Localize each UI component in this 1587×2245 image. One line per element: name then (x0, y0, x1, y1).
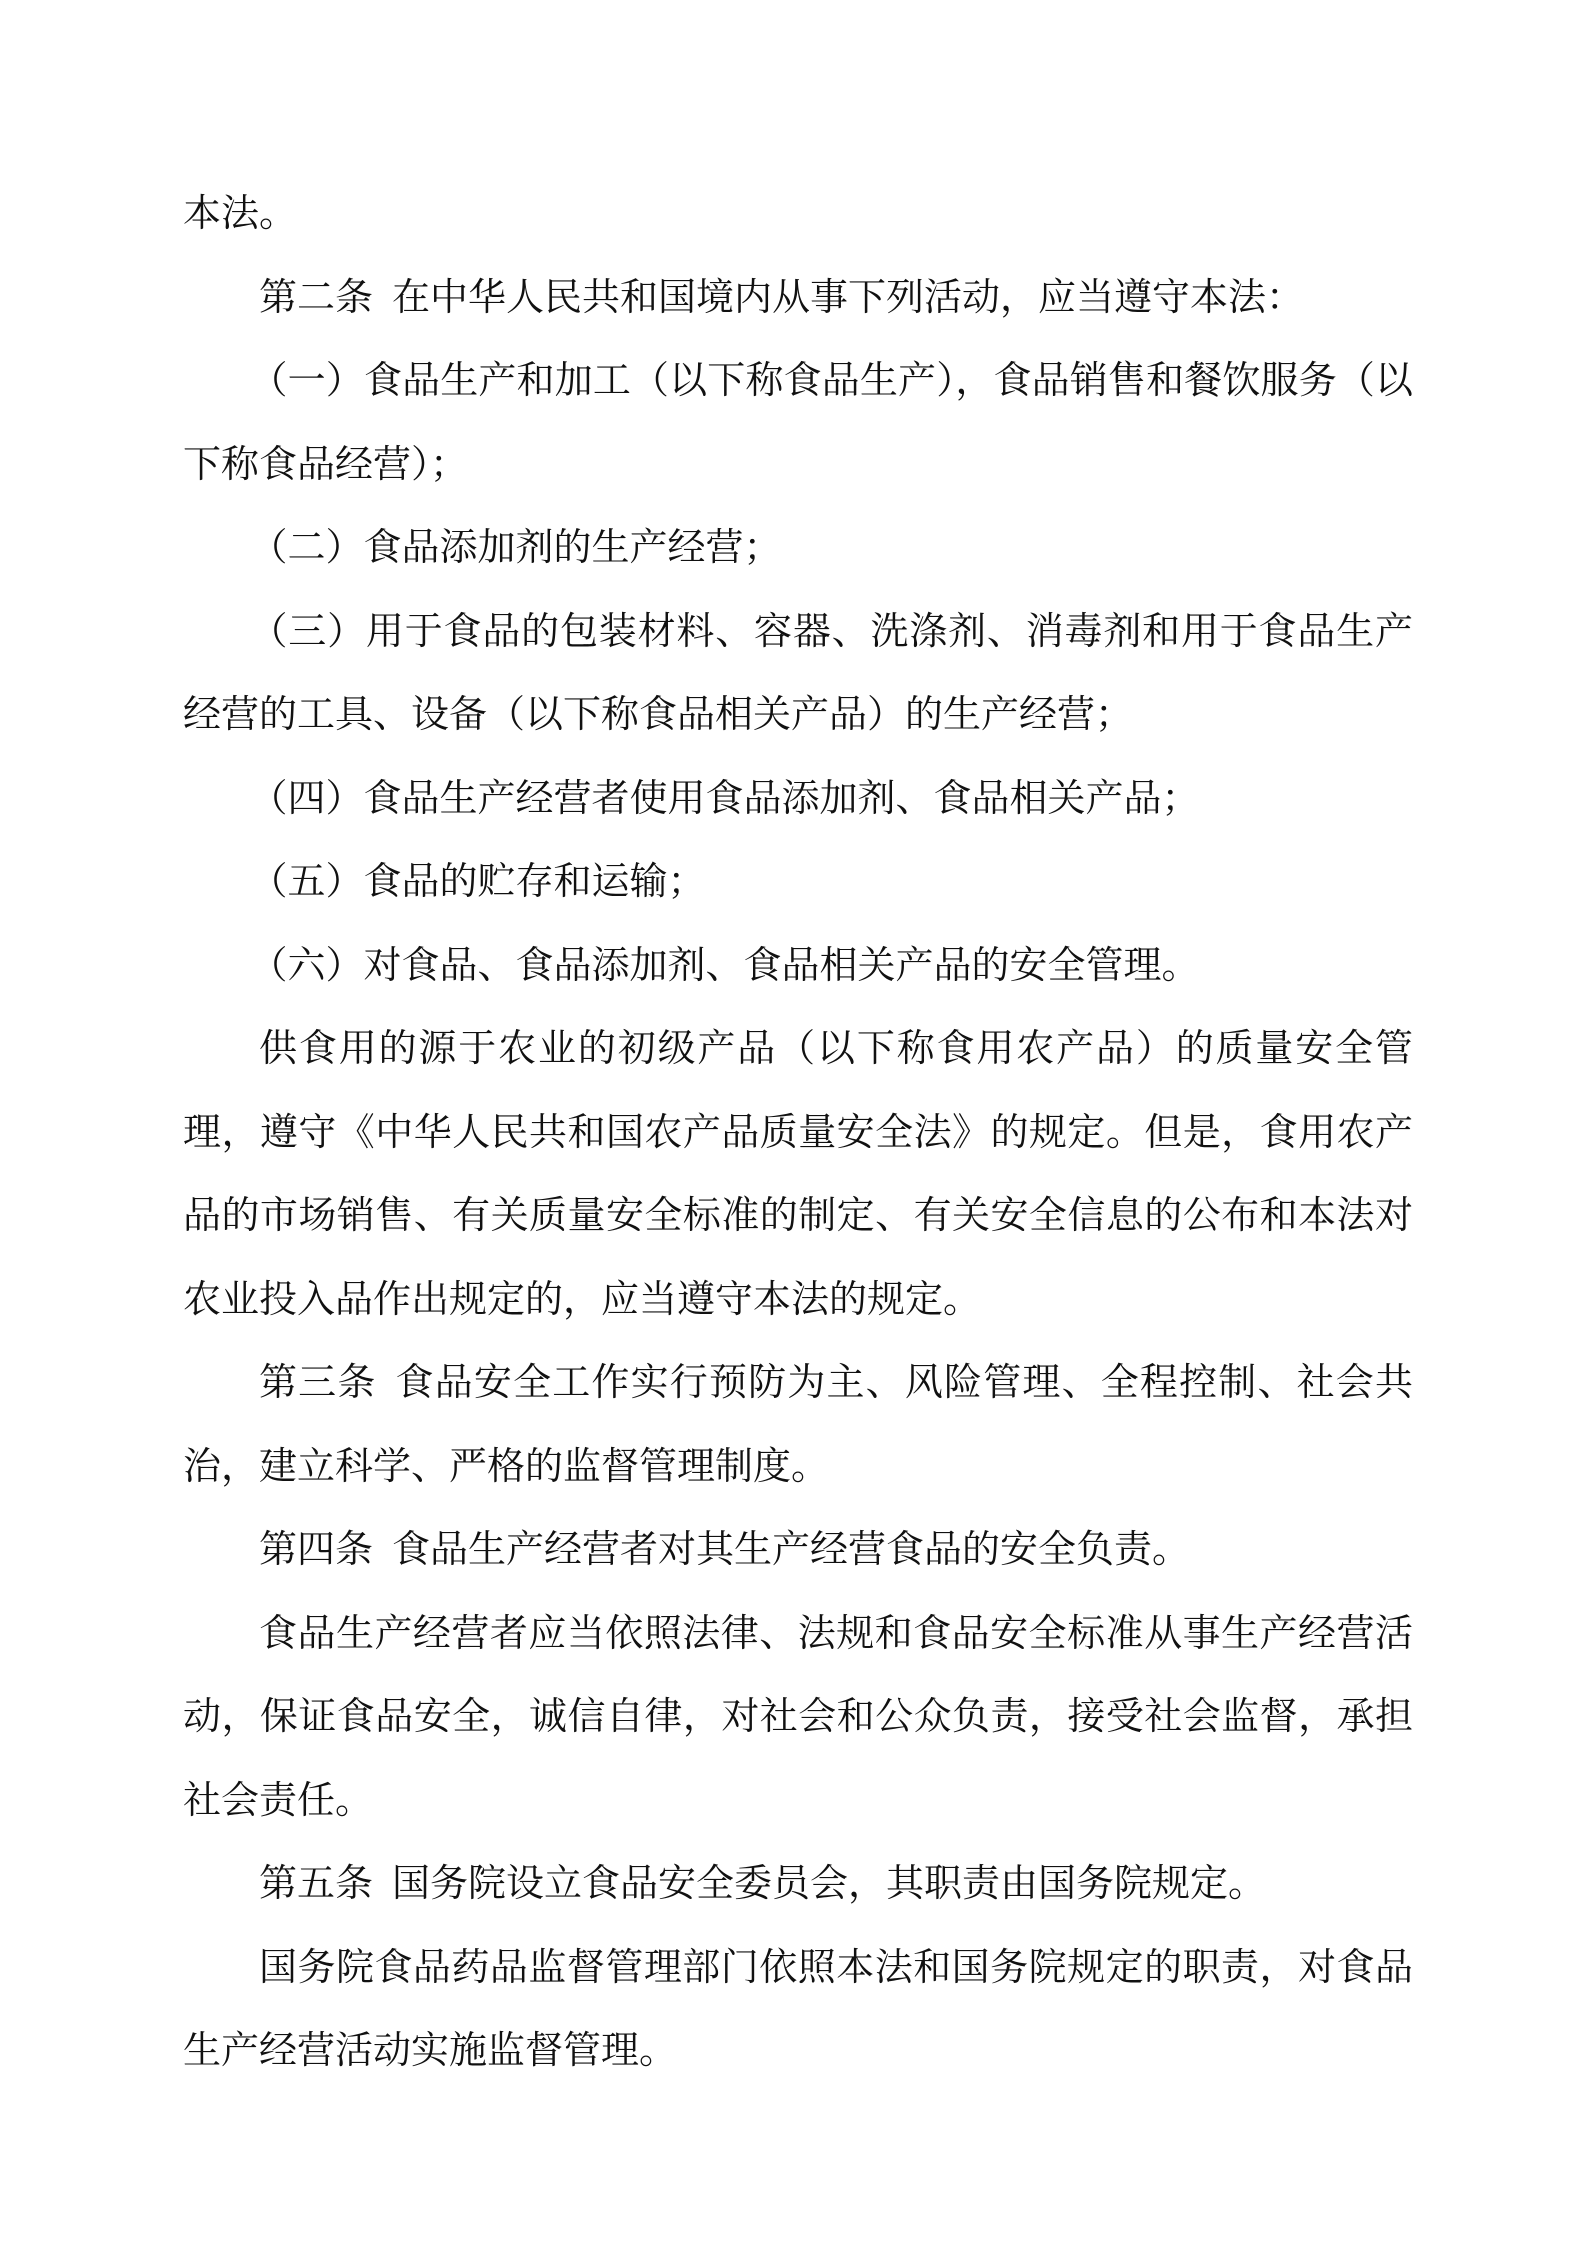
list-item-2 (183, 506, 1413, 590)
paragraph-continuation (183, 172, 1413, 256)
article-4 (183, 1508, 1413, 1592)
paragraph-operator-duty (183, 1592, 1413, 1843)
list-item-6 (183, 924, 1413, 1008)
article-label: 第三条 (259, 1360, 377, 1404)
article-text: 食品安全工作实行预防为主、风险管理、全程控制、社会共治，建立科学、严格的监督管理制度。 (183, 1360, 1413, 1488)
list-item-3 (183, 590, 1413, 757)
list-item-text: （三）用于食品的包装材料、容器、洗涤剂、消毒剂和用于食品生产经营的工具、设备（以下称食品相关产品）的生产经营； (183, 608, 1413, 736)
paragraph-text: 食品生产经营者应当依照法律、法规和食品安全标准从事生产经营活动，保证食品安全，诚信自律，对社会和公众负责，接受社会监督，承担社会责任。 (183, 1610, 1413, 1822)
list-item-text: （一）食品生产和加工（以下称食品生产），食品销售和餐饮服务（以下称食品经营）； (183, 358, 1413, 486)
article-3 (183, 1341, 1413, 1508)
article-text: 国务院设立食品安全委员会，其职责由国务院规定。 (392, 1861, 1267, 1905)
list-item-5 (183, 840, 1413, 924)
article-5 (183, 1842, 1413, 1926)
article-label: 第五条 (259, 1861, 374, 1905)
list-item-text: （六）对食品、食品添加剂、食品相关产品的安全管理。 (249, 942, 1200, 987)
list-item-1 (183, 339, 1413, 506)
list-item-4 (183, 757, 1413, 841)
list-item-text: （五）食品的贮存和运输； (249, 859, 706, 903)
article-label: 第二条 (259, 274, 374, 319)
document-body (183, 172, 1413, 2093)
list-item-text: （二）食品添加剂的生产经营； (249, 525, 782, 569)
article-label: 第四条 (259, 1527, 374, 1571)
paragraph-agricultural-products (183, 1007, 1413, 1341)
list-item-text: （四）食品生产经营者使用食品添加剂、食品相关产品； (249, 775, 1200, 820)
article-2 (183, 256, 1413, 340)
article-text: 食品生产经营者对其生产经营食品的安全负责。 (392, 1527, 1191, 1571)
paragraph-text: 国务院食品药品监督管理部门依照本法和国务院规定的职责，对食品生产经营活动实施监督管理。 (183, 1944, 1413, 2072)
paragraph-text: 供食用的源于农业的初级产品（以下称食用农产品）的质量安全管理，遵守《中华人民共和国农产品质量安全法》的规定。但是，食用农产品的市场销售、有关质量安全标准的制定、有关安全信息的公布和本法对农业投入品作出规定的，应当遵守本法的规定。 (183, 1026, 1413, 1321)
paragraph-text: 本法。 (183, 191, 298, 235)
paragraph-supervision (183, 1926, 1413, 2093)
article-text: 在中华人民共和国境内从事下列活动，应当遵守本法： (392, 274, 1305, 319)
